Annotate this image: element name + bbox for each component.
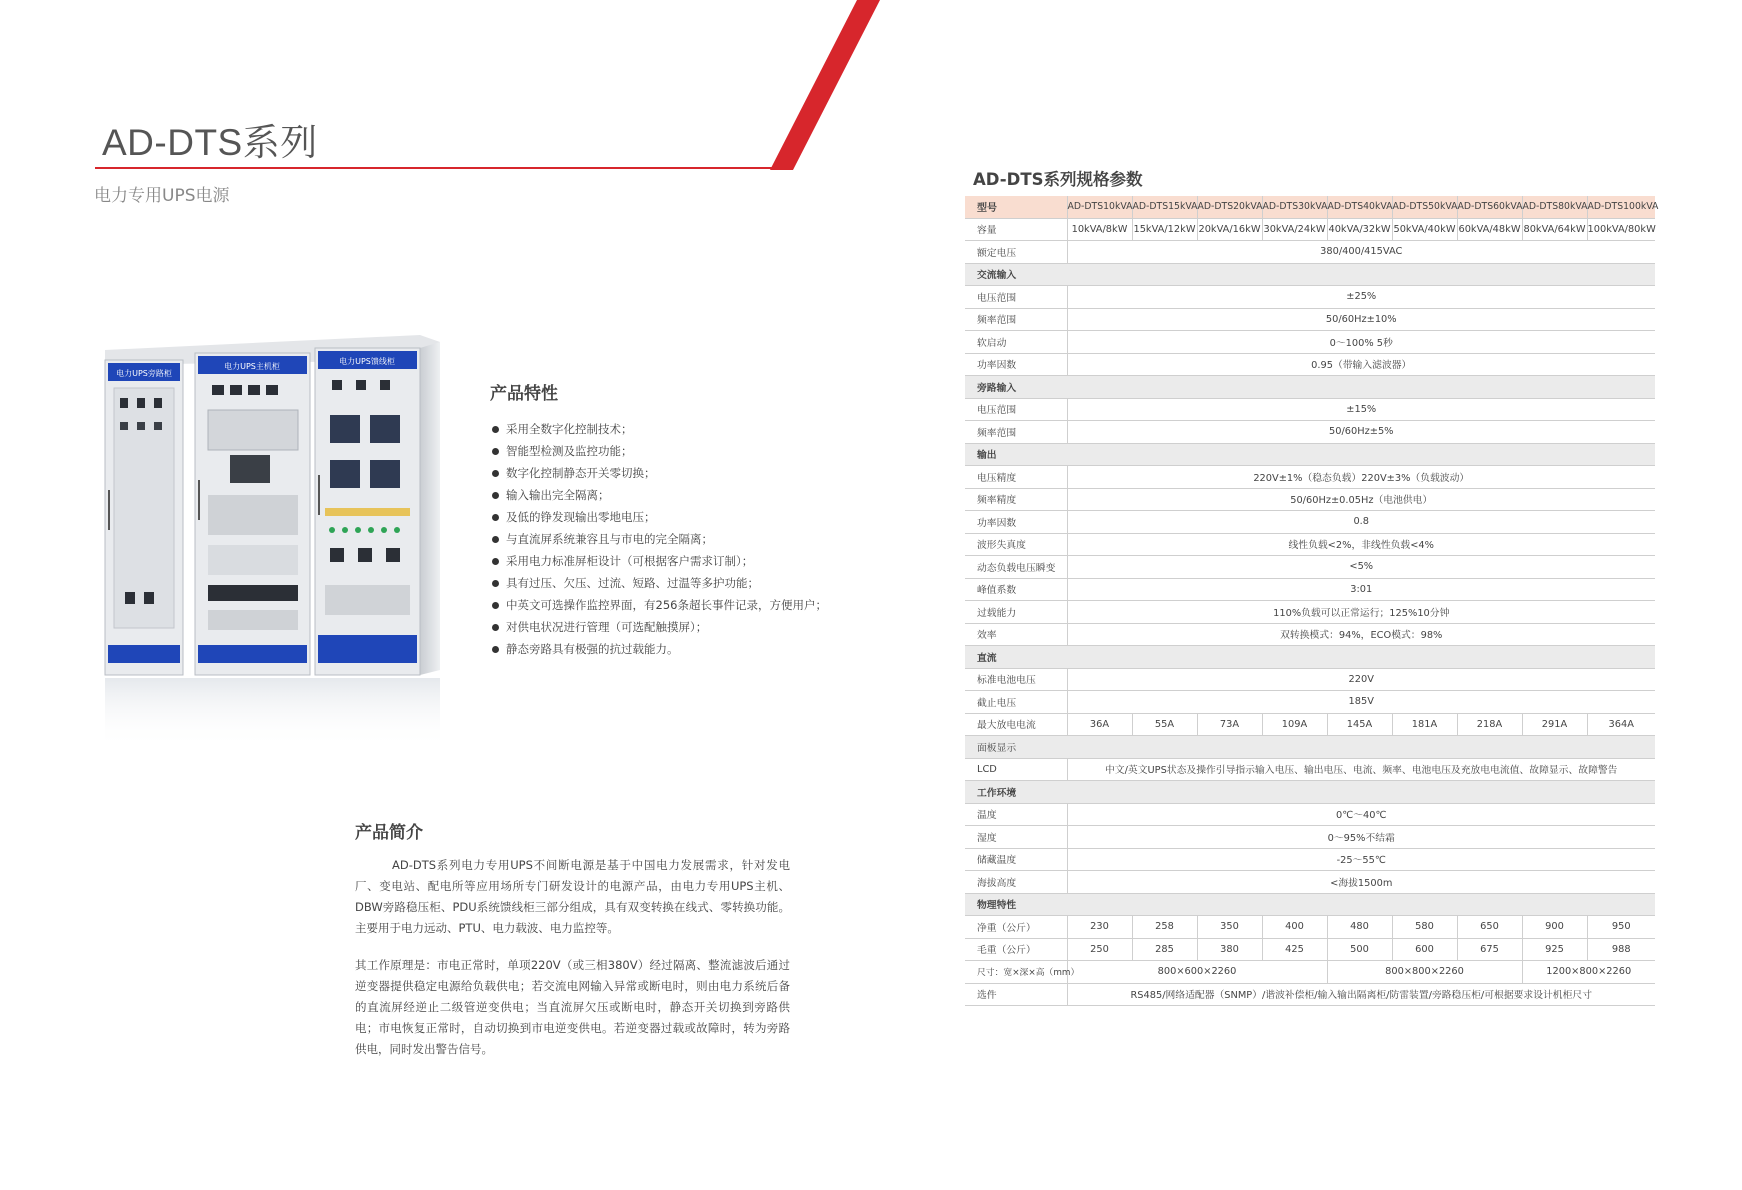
table-cell: 291A <box>1522 713 1587 736</box>
table-cell: ±15% <box>1067 398 1655 421</box>
spec-table-title: AD-DTS系列规格参数 <box>973 170 1143 189</box>
table-cell: 650 <box>1457 916 1522 939</box>
model-cell: AD-DTS50kVA <box>1392 196 1457 218</box>
row-label: 选件 <box>965 983 1067 1006</box>
row-label: 型号 <box>965 196 1067 218</box>
section-header <box>965 893 1655 916</box>
table-cell: 800×800×2260 <box>1327 961 1522 984</box>
intro-title: 产品简介 <box>355 823 423 843</box>
row-label: 截止电压 <box>965 691 1067 714</box>
table-row <box>965 488 1655 511</box>
row-label: 效率 <box>965 623 1067 646</box>
table-row <box>965 803 1655 826</box>
table-cell: 0℃～40℃ <box>1067 803 1655 826</box>
table-row <box>965 713 1655 736</box>
model-cell: AD-DTS15kVA <box>1132 196 1197 218</box>
table-cell: 185V <box>1067 691 1655 714</box>
table-cell: 60kVA/48kW <box>1457 218 1522 241</box>
table-cell: 500 <box>1327 938 1392 961</box>
table-cell: 1200×800×2260 <box>1522 961 1655 984</box>
table-cell: 145A <box>1327 713 1392 736</box>
row-label: 软启动 <box>965 331 1067 354</box>
table-cell: <5% <box>1067 556 1655 579</box>
page-subtitle: 电力专用UPS电源 <box>94 186 230 206</box>
list-item: 数字化控制静态开关零切换； <box>490 462 827 484</box>
table-cell: 30kVA/24kW <box>1262 218 1327 241</box>
row-label: 功率因数 <box>965 511 1067 534</box>
table-cell: 10kVA/8kW <box>1067 218 1132 241</box>
table-cell: 925 <box>1522 938 1587 961</box>
list-item: 及低的铮发现输出零地电压； <box>490 506 827 528</box>
row-label: 过载能力 <box>965 601 1067 624</box>
table-row <box>965 308 1655 331</box>
features-title: 产品特性 <box>490 384 558 404</box>
table-row <box>965 871 1655 894</box>
spec-table <box>965 196 1659 1006</box>
table-cell: 0.8 <box>1067 511 1655 534</box>
table-cell: 364A <box>1587 713 1655 736</box>
table-row <box>965 533 1655 556</box>
cabinet-bypass <box>105 360 183 675</box>
cabinet-label-3: 电力UPS馈线柜 <box>339 357 395 366</box>
row-label: 温度 <box>965 803 1067 826</box>
row-label: 标准电池电压 <box>965 668 1067 691</box>
ups-cabinet-image <box>100 330 445 750</box>
table-cell: 55A <box>1132 713 1197 736</box>
section-title: 直流 <box>965 646 1655 669</box>
table-row <box>965 398 1655 421</box>
row-label: 电压精度 <box>965 466 1067 489</box>
row-label: LCD <box>965 758 1067 781</box>
table-cell: 0.95（带输入滤波器） <box>1067 353 1655 376</box>
section-header <box>965 263 1655 286</box>
table-row <box>965 466 1655 489</box>
model-cell: AD-DTS100kVA <box>1587 196 1655 218</box>
section-header <box>965 781 1655 804</box>
table-cell: 40kVA/32kW <box>1327 218 1392 241</box>
row-label: 容量 <box>965 218 1067 241</box>
table-row <box>965 826 1655 849</box>
table-row <box>965 556 1655 579</box>
intro-paragraph-2: 其工作原理是：市电正常时，单项220V（或三相380V）经过隔离、整流滤波后通过逆变器提供稳定电源给负载供电；若交流电网输入异常或断电时，则由电力系统后备的直流屏经逆止二级管逆变供电；当直流屏欠压或断电时，静态开关切换到旁路供电；市电恢复正常时，自动切换到市电逆变供电。若逆变器过载或故障时，转为旁路供电，同时发出警告信号。 <box>355 958 790 1056</box>
row-label: 动态负载电压瞬变 <box>965 556 1067 579</box>
section-title: 输出 <box>965 443 1655 466</box>
table-cell: 36A <box>1067 713 1132 736</box>
table-row-capacity <box>965 218 1655 241</box>
table-row <box>965 668 1655 691</box>
list-item: 采用全数字化控制技术； <box>490 418 827 440</box>
row-label: 电压范围 <box>965 286 1067 309</box>
list-item: 输入输出完全隔离； <box>490 484 827 506</box>
table-cell: RS485/网络适配器（SNMP）/谐波补偿柜/输入输出隔离柜/防雷装置/旁路稳压柜/可根据要求设计机柜尺寸 <box>1067 983 1655 1006</box>
table-row <box>965 758 1655 781</box>
table-row <box>965 241 1655 264</box>
row-label: 尺寸：宽×深×高（mm） <box>965 961 1067 984</box>
section-header <box>965 736 1655 759</box>
cabinet-feeder <box>315 348 420 675</box>
table-row <box>965 961 1655 984</box>
row-label: 峰值系数 <box>965 578 1067 601</box>
table-row <box>965 578 1655 601</box>
cabinet-main <box>195 353 310 675</box>
table-cell: 100kVA/80kW <box>1587 218 1655 241</box>
table-row <box>965 916 1655 939</box>
title-underline <box>95 167 785 169</box>
page-title: AD-DTS系列 <box>102 122 318 163</box>
table-cell: 350 <box>1197 916 1262 939</box>
table-cell: 双转换模式：94%，ECO模式：98% <box>1067 623 1655 646</box>
table-cell: 15kVA/12kW <box>1132 218 1197 241</box>
row-label: 最大放电电流 <box>965 713 1067 736</box>
model-cell: AD-DTS20kVA <box>1197 196 1262 218</box>
table-cell: 0～95%不结霜 <box>1067 826 1655 849</box>
model-cell: AD-DTS60kVA <box>1457 196 1522 218</box>
cabinet-label-1: 电力UPS旁路柜 <box>116 369 172 378</box>
section-title: 交流输入 <box>965 263 1655 286</box>
section-header <box>965 443 1655 466</box>
list-item: 采用电力标准屏柜设计（可根据客户需求订制）； <box>490 550 827 572</box>
table-cell: 988 <box>1587 938 1655 961</box>
table-cell: 中文/英文UPS状态及操作引导指示输入电压、输出电压、电流、频率、电池电压及充放电电流值、故障显示、故障警告 <box>1067 758 1655 781</box>
table-cell: 73A <box>1197 713 1262 736</box>
table-cell: 380 <box>1197 938 1262 961</box>
table-cell: 800×600×2260 <box>1067 961 1327 984</box>
row-label: 湿度 <box>965 826 1067 849</box>
row-label: 波形失真度 <box>965 533 1067 556</box>
table-row <box>965 511 1655 534</box>
table-row <box>965 691 1655 714</box>
model-cell: AD-DTS40kVA <box>1327 196 1392 218</box>
table-cell: 230 <box>1067 916 1132 939</box>
table-cell: ±25% <box>1067 286 1655 309</box>
table-cell: <海拔1500m <box>1067 871 1655 894</box>
table-cell: 109A <box>1262 713 1327 736</box>
table-cell: 250 <box>1067 938 1132 961</box>
table-cell: 110%负载可以正常运行；125%10分钟 <box>1067 601 1655 624</box>
row-label: 海拔高度 <box>965 871 1067 894</box>
table-row <box>965 353 1655 376</box>
list-item: 智能型检测及监控功能； <box>490 440 827 462</box>
table-row-model <box>965 196 1655 218</box>
table-cell: 线性负载<2%，非线性负载<4% <box>1067 533 1655 556</box>
table-cell: 900 <box>1522 916 1587 939</box>
section-title: 面板显示 <box>965 736 1655 759</box>
table-row <box>965 601 1655 624</box>
row-label: 电压范围 <box>965 398 1067 421</box>
table-cell: 80kVA/64kW <box>1522 218 1587 241</box>
section-header <box>965 376 1655 399</box>
table-cell: -25～55℃ <box>1067 848 1655 871</box>
row-label: 功率因数 <box>965 353 1067 376</box>
row-label: 储藏温度 <box>965 848 1067 871</box>
table-cell: 50/60Hz±0.05Hz（电池供电） <box>1067 488 1655 511</box>
section-title: 旁路输入 <box>965 376 1655 399</box>
table-cell: 380/400/415VAC <box>1067 241 1655 264</box>
table-row <box>965 286 1655 309</box>
table-cell: 600 <box>1392 938 1457 961</box>
table-cell: 220V <box>1067 668 1655 691</box>
cabinet-label-2: 电力UPS主机柜 <box>224 362 280 371</box>
table-row <box>965 938 1655 961</box>
row-label: 频率范围 <box>965 421 1067 444</box>
table-row <box>965 421 1655 444</box>
table-cell: 220V±1%（稳态负载）220V±3%（负载波动） <box>1067 466 1655 489</box>
list-item: 与直流屏系统兼容且与市电的完全隔离； <box>490 528 827 550</box>
table-cell: 425 <box>1262 938 1327 961</box>
table-cell: 480 <box>1327 916 1392 939</box>
table-cell: 580 <box>1392 916 1457 939</box>
section-header <box>965 646 1655 669</box>
table-cell: 50kVA/40kW <box>1392 218 1457 241</box>
model-cell: AD-DTS30kVA <box>1262 196 1327 218</box>
table-cell: 3:01 <box>1067 578 1655 601</box>
table-cell: 50/60Hz±5% <box>1067 421 1655 444</box>
model-cell: AD-DTS80kVA <box>1522 196 1587 218</box>
table-cell: 50/60Hz±10% <box>1067 308 1655 331</box>
section-title: 工作环境 <box>965 781 1655 804</box>
table-cell: 950 <box>1587 916 1655 939</box>
table-row <box>965 331 1655 354</box>
table-row <box>965 983 1655 1006</box>
list-item: 对供电状况进行管理（可选配触摸屏）； <box>490 616 827 638</box>
table-cell: 0～100% 5秒 <box>1067 331 1655 354</box>
table-cell: 675 <box>1457 938 1522 961</box>
intro-paragraph-1: AD-DTS系列电力专用UPS不间断电源是基于中国电力发展需求，针对发电厂、变电站、配电所等应用场所专门研发设计的电源产品，由电力专用UPS主机、DBW旁路稳压柜、PDU系统馈线柜三部分组成，具有双变转换在线式、零转换功能。主要用于电力远动、PTU、电力载波、电力监控等。 <box>355 858 790 935</box>
features-list <box>490 418 827 660</box>
table-cell: 285 <box>1132 938 1197 961</box>
row-label: 频率精度 <box>965 488 1067 511</box>
table-cell: 258 <box>1132 916 1197 939</box>
table-cell: 218A <box>1457 713 1522 736</box>
table-cell: 181A <box>1392 713 1457 736</box>
row-label: 频率范围 <box>965 308 1067 331</box>
row-label: 毛重（公斤） <box>965 938 1067 961</box>
model-cell: AD-DTS10kVA <box>1067 196 1132 218</box>
list-item: 静态旁路具有极强的抗过载能力。 <box>490 638 827 660</box>
table-row <box>965 623 1655 646</box>
list-item: 具有过压、欠压、过流、短路、过温等多护功能； <box>490 572 827 594</box>
section-title: 物理特性 <box>965 893 1655 916</box>
red-slash-decoration <box>760 0 880 170</box>
list-item: 中英文可选操作监控界面，有256条超长事件记录，方便用户； <box>490 594 827 616</box>
table-cell: 400 <box>1262 916 1327 939</box>
table-row <box>965 848 1655 871</box>
row-label: 额定电压 <box>965 241 1067 264</box>
row-label: 净重（公斤） <box>965 916 1067 939</box>
table-cell: 20kVA/16kW <box>1197 218 1262 241</box>
